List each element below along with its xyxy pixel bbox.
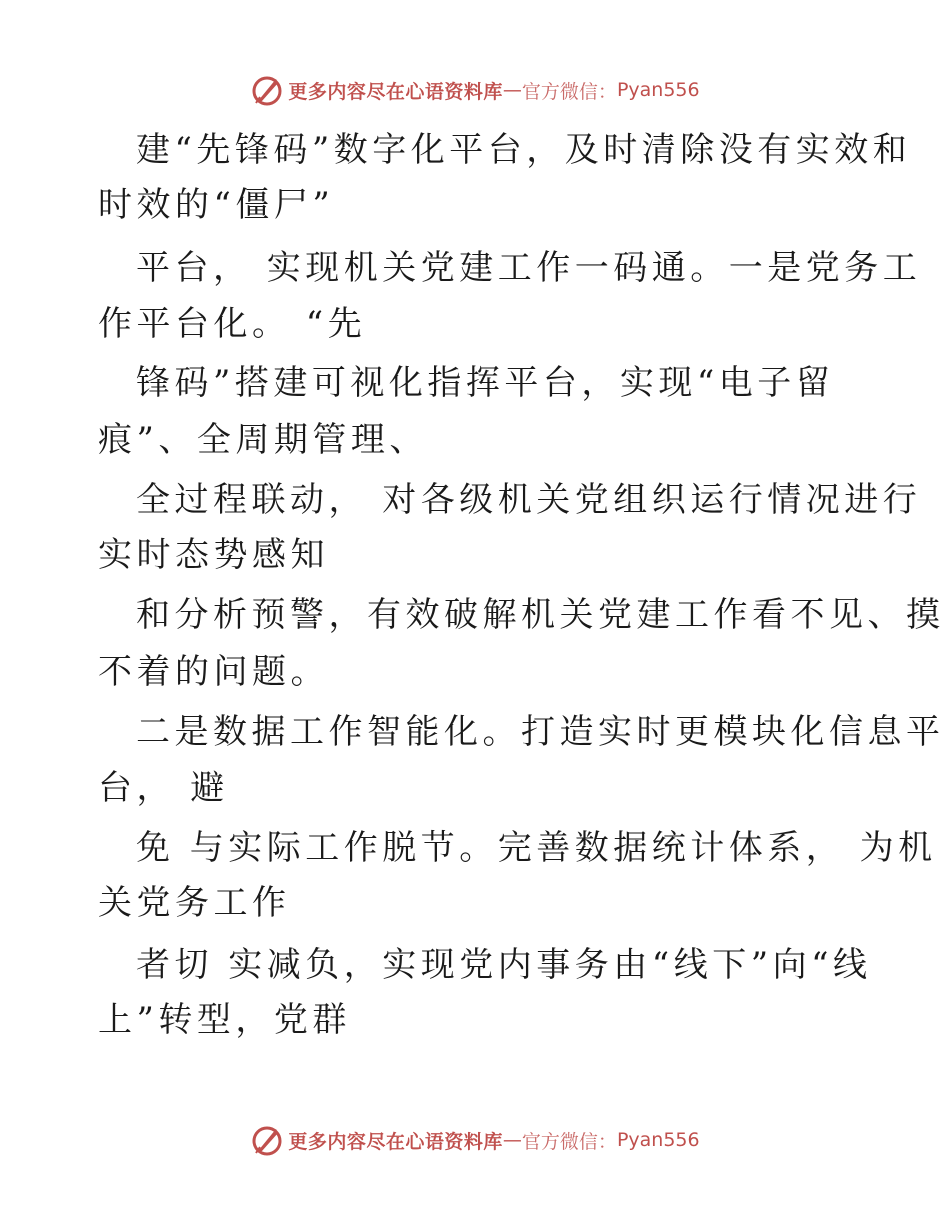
text-line: 建“先锋码”数字化平台，及时清除没有实效和 (136, 130, 912, 170)
footer-separator: — (502, 1129, 522, 1151)
text-line: 平台， 实现机关党建工作一码通。一是党务工 (136, 248, 922, 288)
header-brand-text: 更多内容尽在心语资料库 (288, 80, 503, 103)
header-watermark (0, 68, 950, 112)
text-line: 和分析预警，有效破解机关党建工作看不见、摸 (136, 595, 945, 635)
text-line: 不着的问题。 (98, 652, 329, 692)
text-line: 全过程联动， 对各级机关党组织运行情况进行 (136, 480, 922, 520)
text-line: 二是数据工作智能化。打造实时更模块化信息平 (136, 712, 945, 752)
footer-brand-text: 更多内容尽在心语资料库 (288, 1130, 503, 1153)
text-line: 作平台化。 “先 (98, 304, 367, 344)
text-line: 上”转型，党群 (98, 1000, 351, 1040)
text-line: 痕”、全周期管理、 (98, 420, 428, 460)
text-line: 关党务工作 (98, 883, 291, 923)
footer-wechat-id: Pyan556 (616, 1129, 700, 1151)
text-line: 实时态势感知 (98, 535, 329, 575)
text-line: 时效的“僵尸” (98, 185, 335, 225)
footer-subtitle: 官方微信： (521, 1130, 617, 1153)
text-line: 者切 实减负，实现党内事务由“线下”向“线 (136, 945, 872, 985)
feather-pen-logo-icon (250, 73, 284, 107)
header-separator: — (502, 79, 522, 101)
text-line: 台， 避 (98, 768, 229, 808)
header-subtitle: 官方微信： (521, 80, 617, 103)
feather-pen-logo-icon (250, 1123, 284, 1157)
footer-watermark (0, 1118, 950, 1162)
text-line: 锋码”搭建可视化指挥平台，实现“电子留 (136, 363, 835, 403)
text-line: 免 与实际工作脱节。完善数据统计体系， 为机 (136, 828, 937, 868)
header-wechat-id: Pyan556 (616, 79, 700, 101)
